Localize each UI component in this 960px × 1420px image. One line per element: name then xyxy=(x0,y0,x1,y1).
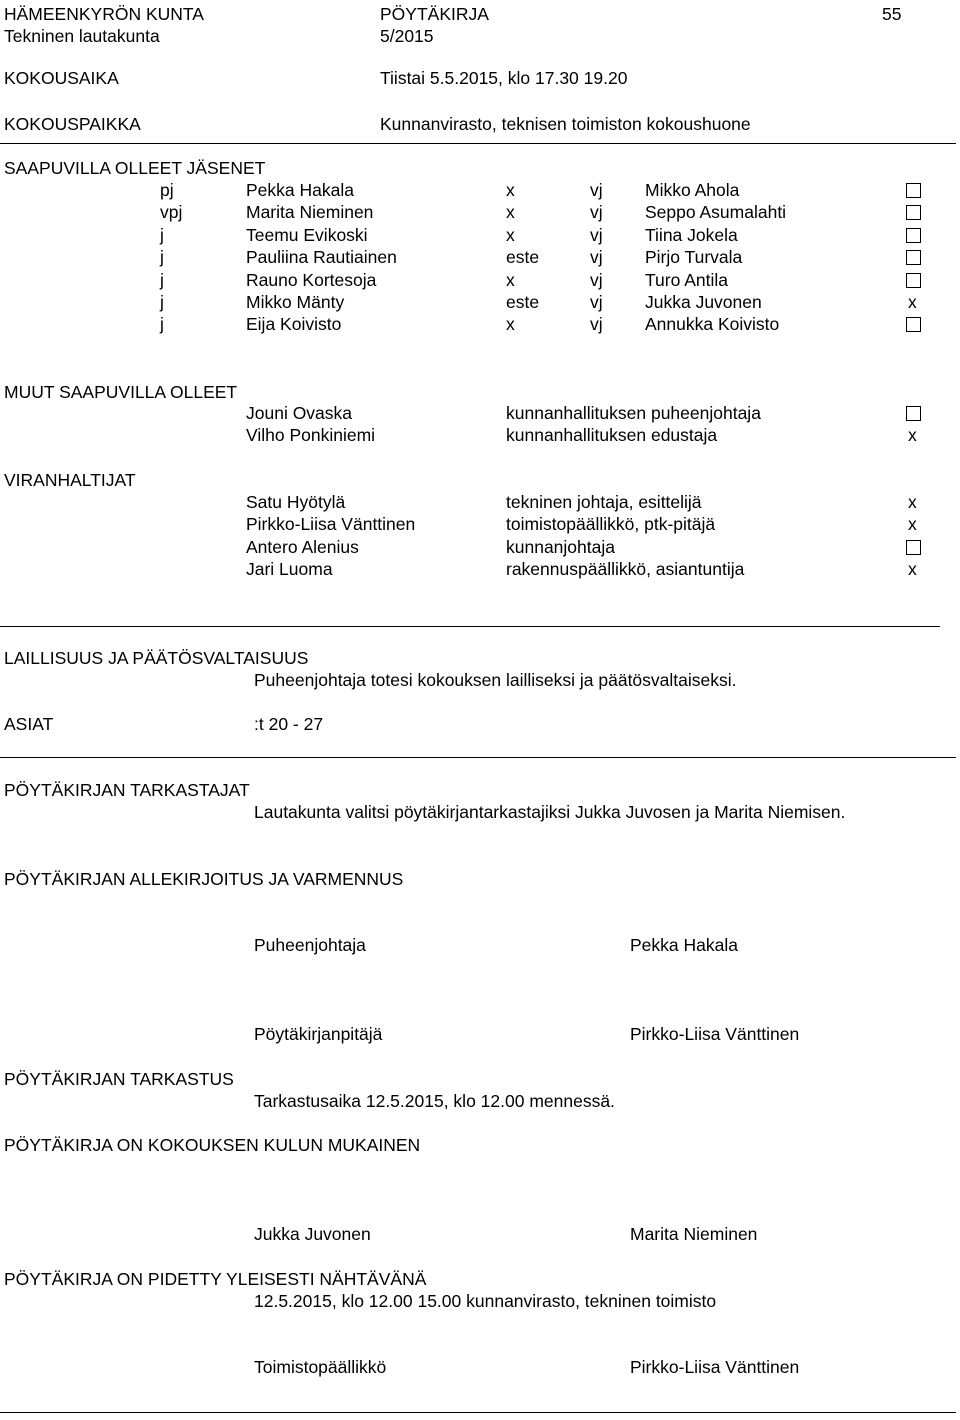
official-name: Satu Hyötylä xyxy=(246,492,346,512)
deputy-name: Pirjo Turvala xyxy=(645,247,743,268)
official-mark: x xyxy=(908,492,917,512)
secretary-name: Pirkko-Liisa Vänttinen xyxy=(630,1024,800,1044)
legality-heading: LAILLISUUS JA PÄÄTÖSVALTAISUUS xyxy=(4,648,309,668)
member-status: x xyxy=(506,314,515,335)
deputy-checkbox xyxy=(906,317,921,332)
member-role: pj xyxy=(160,180,174,200)
inspector-2-name: Marita Nieminen xyxy=(630,1224,758,1244)
inspectors-text: Lautakunta valitsi pöytäkirjantarkastajiksi Jukka Juvosen ja Marita Niemisen. xyxy=(254,802,846,822)
other-name: Jouni Ovaska xyxy=(246,403,353,423)
deputy-checkbox xyxy=(906,273,921,288)
deputy-role: vj xyxy=(590,292,603,312)
member-role: j xyxy=(160,292,164,312)
member-status: x xyxy=(506,224,515,245)
member-status: este xyxy=(506,247,540,268)
section-divider-1 xyxy=(0,626,940,627)
municipality-name: HÄMEENKYRÖN KUNTA xyxy=(4,4,204,24)
member-name: Teemu Evikoski xyxy=(246,224,368,245)
deputy-checkbox xyxy=(906,183,921,198)
other-name: Vilho Ponkiniemi xyxy=(246,425,376,446)
document-type: PÖYTÄKIRJA xyxy=(380,4,489,24)
member-name: Eija Koivisto xyxy=(246,314,342,335)
public-heading: PÖYTÄKIRJA ON PIDETTY YLEISESTI NÄHTÄVÄNÄ xyxy=(4,1269,427,1289)
member-status: este xyxy=(506,292,540,312)
deputy-name: Tiina Jokela xyxy=(645,224,738,245)
member-name: Mikko Mänty xyxy=(246,292,345,312)
items-label: ASIAT xyxy=(4,714,54,734)
members-heading: SAAPUVILLA OLLEET JÄSENET xyxy=(4,158,266,178)
deputy-name: Seppo Asumalahti xyxy=(645,202,787,223)
member-role: j xyxy=(160,269,164,290)
official-name: Antero Alenius xyxy=(246,536,359,557)
deputy-role: vj xyxy=(590,269,603,290)
deputy-checkbox xyxy=(906,228,921,243)
member-status: x xyxy=(506,202,515,223)
secretary-role: Pöytäkirjanpitäjä xyxy=(254,1024,383,1044)
official-mark: x xyxy=(908,514,917,535)
certifier-name: Pirkko-Liisa Vänttinen xyxy=(630,1357,800,1377)
certifier-role: Toimistopäällikkö xyxy=(254,1357,387,1377)
deputy-role: vj xyxy=(590,202,603,223)
official-title: toimistopäällikkö, ptk-pitäjä xyxy=(506,514,716,535)
conformity-heading: PÖYTÄKIRJA ON KOKOUKSEN KULUN MUKAINEN xyxy=(4,1135,421,1155)
footer-divider xyxy=(0,1412,956,1413)
inspectors-heading: PÖYTÄKIRJAN TARKASTAJAT xyxy=(4,780,250,800)
other-checkbox xyxy=(906,406,921,421)
member-role: vpj xyxy=(160,202,183,223)
section-divider-2 xyxy=(0,757,956,758)
official-title: rakennuspäällikkö, asiantuntija xyxy=(506,559,745,580)
items-value: :t 20 - 27 xyxy=(254,714,324,734)
deputy-name: Turo Antila xyxy=(645,269,729,290)
official-checkbox xyxy=(906,540,921,555)
deputy-role: vj xyxy=(590,314,603,335)
member-name: Marita Nieminen xyxy=(246,202,374,223)
member-role: j xyxy=(160,314,164,335)
member-status: x xyxy=(506,269,515,290)
chair-name: Pekka Hakala xyxy=(630,935,738,955)
meeting-place-value: Kunnanvirasto, teknisen toimiston kokoushuone xyxy=(380,114,751,134)
meeting-time-value: Tiistai 5.5.2015, klo 17.30 19.20 xyxy=(380,68,628,88)
other-title: kunnanhallituksen puheenjohtaja xyxy=(506,403,761,423)
others-heading: MUUT SAAPUVILLA OLLEET xyxy=(4,382,238,402)
deputy-role: vj xyxy=(590,180,603,200)
official-title: tekninen johtaja, esittelijä xyxy=(506,492,702,512)
member-role: j xyxy=(160,247,164,268)
review-heading: PÖYTÄKIRJAN TARKASTUS xyxy=(4,1069,234,1089)
deputy-checkbox xyxy=(906,205,921,220)
meeting-place-label: KOKOUSPAIKKA xyxy=(4,114,141,134)
official-mark: x xyxy=(908,559,917,580)
other-title: kunnanhallituksen edustaja xyxy=(506,425,718,446)
review-text: Tarkastusaika 12.5.2015, klo 12.00 mennessä. xyxy=(254,1091,615,1111)
deputy-name: Annukka Koivisto xyxy=(645,314,780,335)
member-name: Pauliina Rautiainen xyxy=(246,247,397,268)
official-title: kunnanjohtaja xyxy=(506,536,615,557)
member-name: Rauno Kortesoja xyxy=(246,269,377,290)
deputy-name: Mikko Ahola xyxy=(645,180,740,200)
board-name: Tekninen lautakunta xyxy=(4,26,160,46)
inspector-1-name: Jukka Juvonen xyxy=(254,1224,371,1244)
public-text: 12.5.2015, klo 12.00 15.00 kunnanvirasto, tekninen toimisto xyxy=(254,1291,717,1311)
member-name: Pekka Hakala xyxy=(246,180,354,200)
deputy-name: Jukka Juvonen xyxy=(645,292,762,312)
page-number: 55 xyxy=(882,4,902,24)
deputy-role: vj xyxy=(590,224,603,245)
official-name: Pirkko-Liisa Vänttinen xyxy=(246,514,416,535)
member-role: j xyxy=(160,224,164,245)
chair-role: Puheenjohtaja xyxy=(254,935,366,955)
official-name: Jari Luoma xyxy=(246,559,333,580)
meeting-time-label: KOKOUSAIKA xyxy=(4,68,119,88)
member-status: x xyxy=(506,180,515,200)
legality-text: Puheenjohtaja totesi kokouksen lailliseksi ja päätösvaltaiseksi. xyxy=(254,670,737,690)
document-number: 5/2015 xyxy=(380,26,434,46)
deputy-mark: x xyxy=(908,292,917,312)
deputy-checkbox xyxy=(906,250,921,265)
officials-heading: VIRANHALTIJAT xyxy=(4,470,136,490)
signatures-heading: PÖYTÄKIRJAN ALLEKIRJOITUS JA VARMENNUS xyxy=(4,869,404,889)
header-divider xyxy=(0,143,956,144)
deputy-role: vj xyxy=(590,247,603,268)
other-mark: x xyxy=(908,425,917,446)
